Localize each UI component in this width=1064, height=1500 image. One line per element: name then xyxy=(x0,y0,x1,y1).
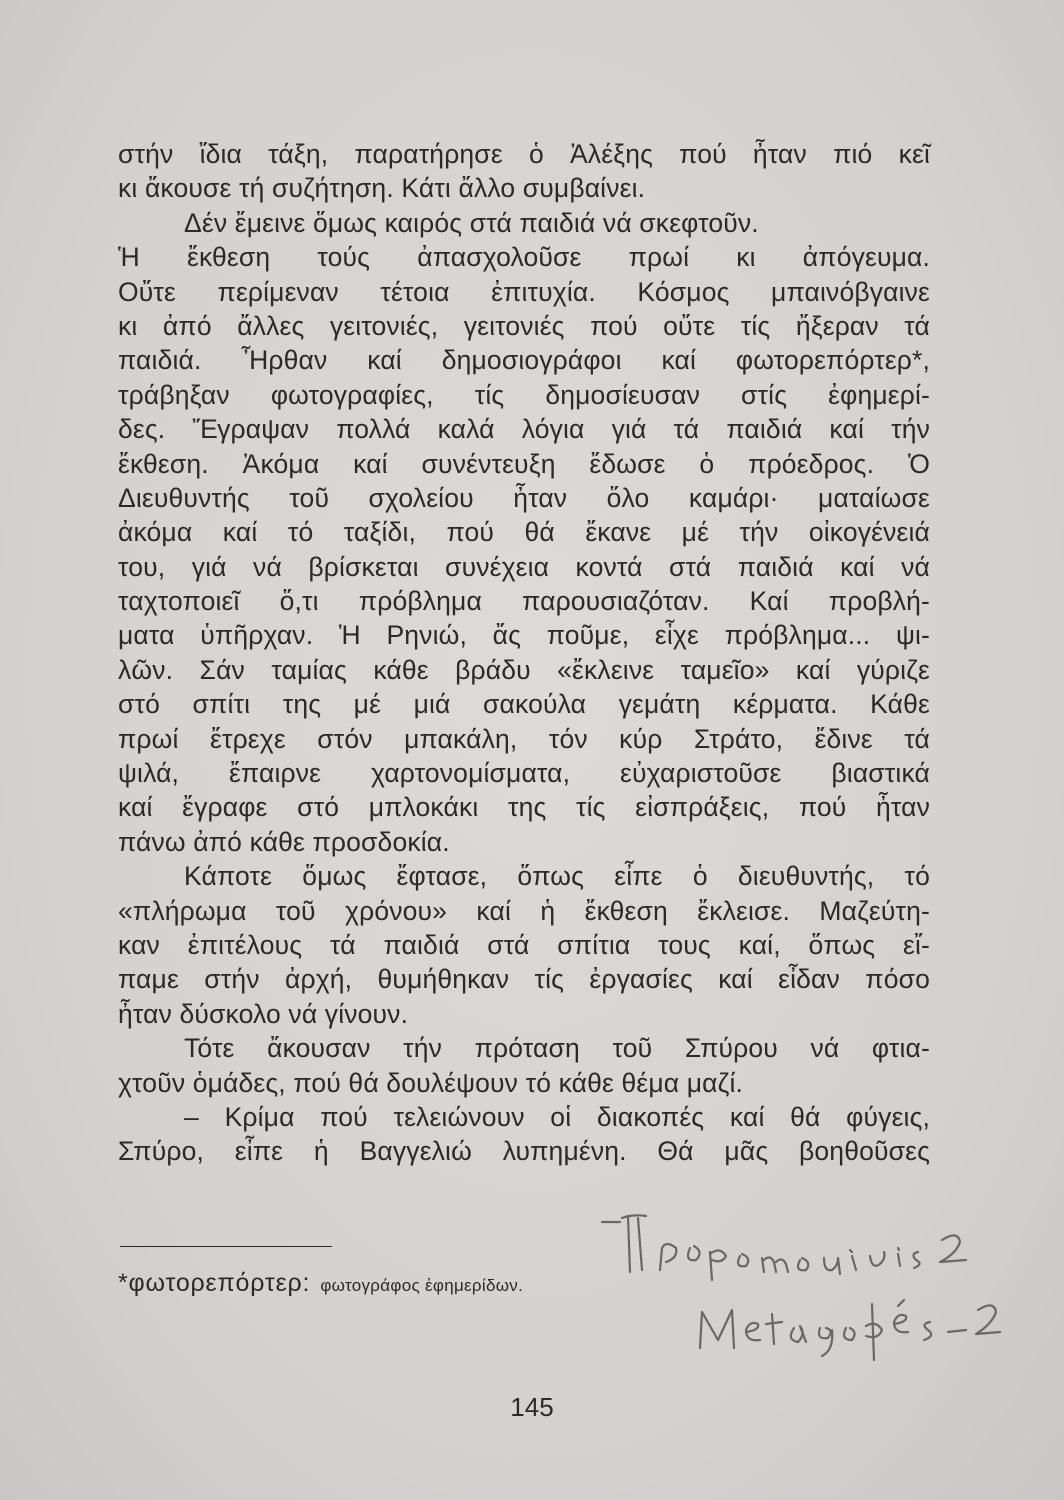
text-line: δες. Ἔγραψαν πολλά καλά λόγια γιά τά παιδιά καί τήν xyxy=(118,414,930,445)
footnote-rule xyxy=(120,1246,332,1247)
text-line: παιδιά. Ἦρθαν καί δημοσιογράφοι καί φωτορεπόρτερ*, xyxy=(118,345,930,376)
text-line: κι ἀπό ἄλλες γειτονιές, γειτονιές πού οὔτε τίς ἤξεραν τά xyxy=(118,310,930,341)
text-line: «πλήρωμα τοῦ χρόνου» καί ἡ ἔκθεση ἔκλεισε. Μαζεύτη- xyxy=(118,895,930,926)
text-line: – Κρίμα πού τελειώνουν οἱ διακοπές καί θά φύγεις, xyxy=(184,1101,930,1132)
text-line: ματα ὑπῆρχαν. Ἡ Ρηνιώ, ἄς ποῦμε, εἶχε πρόβλημα... ψι- xyxy=(118,620,930,651)
body-text xyxy=(118,137,930,1169)
text-line: στήν ἴδια τάξη, παρατήρησε ὁ Ἀλέξης πού ἦταν πιό κεῖ xyxy=(118,139,930,169)
text-line: κι ἄκουσε τή συζήτηση. Κάτι ἄλλο συμβαίνει. xyxy=(118,173,646,204)
text-line: παμε στήν ἀρχή, θυμήθηκαν τίς ἐργασίες καί εἶδαν πόσο xyxy=(118,964,930,995)
text-line: ἔκθεση. Ἀκόμα καί συνέντευξη ἔδωσε ὁ πρόεδρος. Ὁ xyxy=(118,448,930,479)
footnote xyxy=(118,1268,523,1301)
text-line: Οὔτε περίμεναν τέτοια ἐπιτυχία. Κόσμος μπαινόβγαινε xyxy=(118,276,930,307)
page-number: 145 xyxy=(510,1392,554,1422)
text-line: Ἡ ἔκθεση τούς ἀπασχολοῦσε πρωί κι ἀπόγευμα. xyxy=(118,242,930,273)
text-line: Δέν ἔμεινε ὅμως καιρός στά παιδιά νά σκεφτοῦν. xyxy=(184,207,759,238)
text-line: ψιλά, ἔπαιρνε χαρτονομίσματα, εὐχαριστοῦσε βιαστικά xyxy=(118,758,930,789)
text-line: στό σπίτι της μέ μιά σακούλα γεμάτη κέρματα. Κάθε xyxy=(118,689,930,720)
text-line: χτοῦν ὁμάδες, πού θά δουλέψουν τό κάθε θέμα μαζί. xyxy=(118,1067,744,1098)
text-line: ταχτοποιεῖ ὅ,τι πρόβλημα παρουσιαζόταν. Καί προβλή- xyxy=(118,586,930,617)
text-line: καν ἐπιτέλους τά παιδιά στά σπίτια τους καί, ὅπως εἴ- xyxy=(118,929,930,960)
text-line: Κάποτε ὅμως ἔφτασε, ὅπως εἶπε ὁ διευθυντής, τό xyxy=(184,861,930,892)
text-line: καί ἔγραφε στό μπλοκάκι της τίς εἰσπράξεις, πού ἦταν xyxy=(118,792,930,823)
text-line: πάνω ἀπό κάθε προσδοκία. xyxy=(118,826,450,857)
text-line: ἦταν δύσκολο νά γίνουν. xyxy=(118,998,409,1029)
handwritten-annotation xyxy=(580,1200,1050,1380)
text-line: τράβηξαν φωτογραφίες, τίς δημοσίευσαν στίς ἐφημερί- xyxy=(118,379,930,410)
footnote-term: *φωτορεπόρτερ: xyxy=(118,1269,311,1297)
text-line: λῶν. Σάν ταμίας κάθε βράδυ «ἔκλεινε ταμεῖο» καί γύριζε xyxy=(118,654,930,685)
text-line: ἀκόμα καί τό ταξίδι, πού θά ἔκανε μέ τήν οἰκογένειά xyxy=(118,517,930,548)
text-line: Τότε ἄκουσαν τήν πρόταση τοῦ Σπύρου νά φτια- xyxy=(184,1033,930,1064)
text-line: Διευθυντής τοῦ σχολείου ἦταν ὅλο καμάρι· ματαίωσε xyxy=(118,482,930,513)
text-line: του, γιά νά βρίσκεται συνέχεια κοντά στά παιδιά καί νά xyxy=(118,551,930,582)
text-line: πρωί ἔτρεχε στόν μπακάλη, τόν κύρ Στράτο, ἔδινε τά xyxy=(118,723,930,754)
text-line: Σπύρο, εἶπε ἡ Βαγγελιώ λυπημένη. Θά μᾶς βοηθοῦσες xyxy=(118,1136,930,1167)
footnote-definition: φωτογράφος ἐφημερίδων. xyxy=(320,1276,524,1295)
